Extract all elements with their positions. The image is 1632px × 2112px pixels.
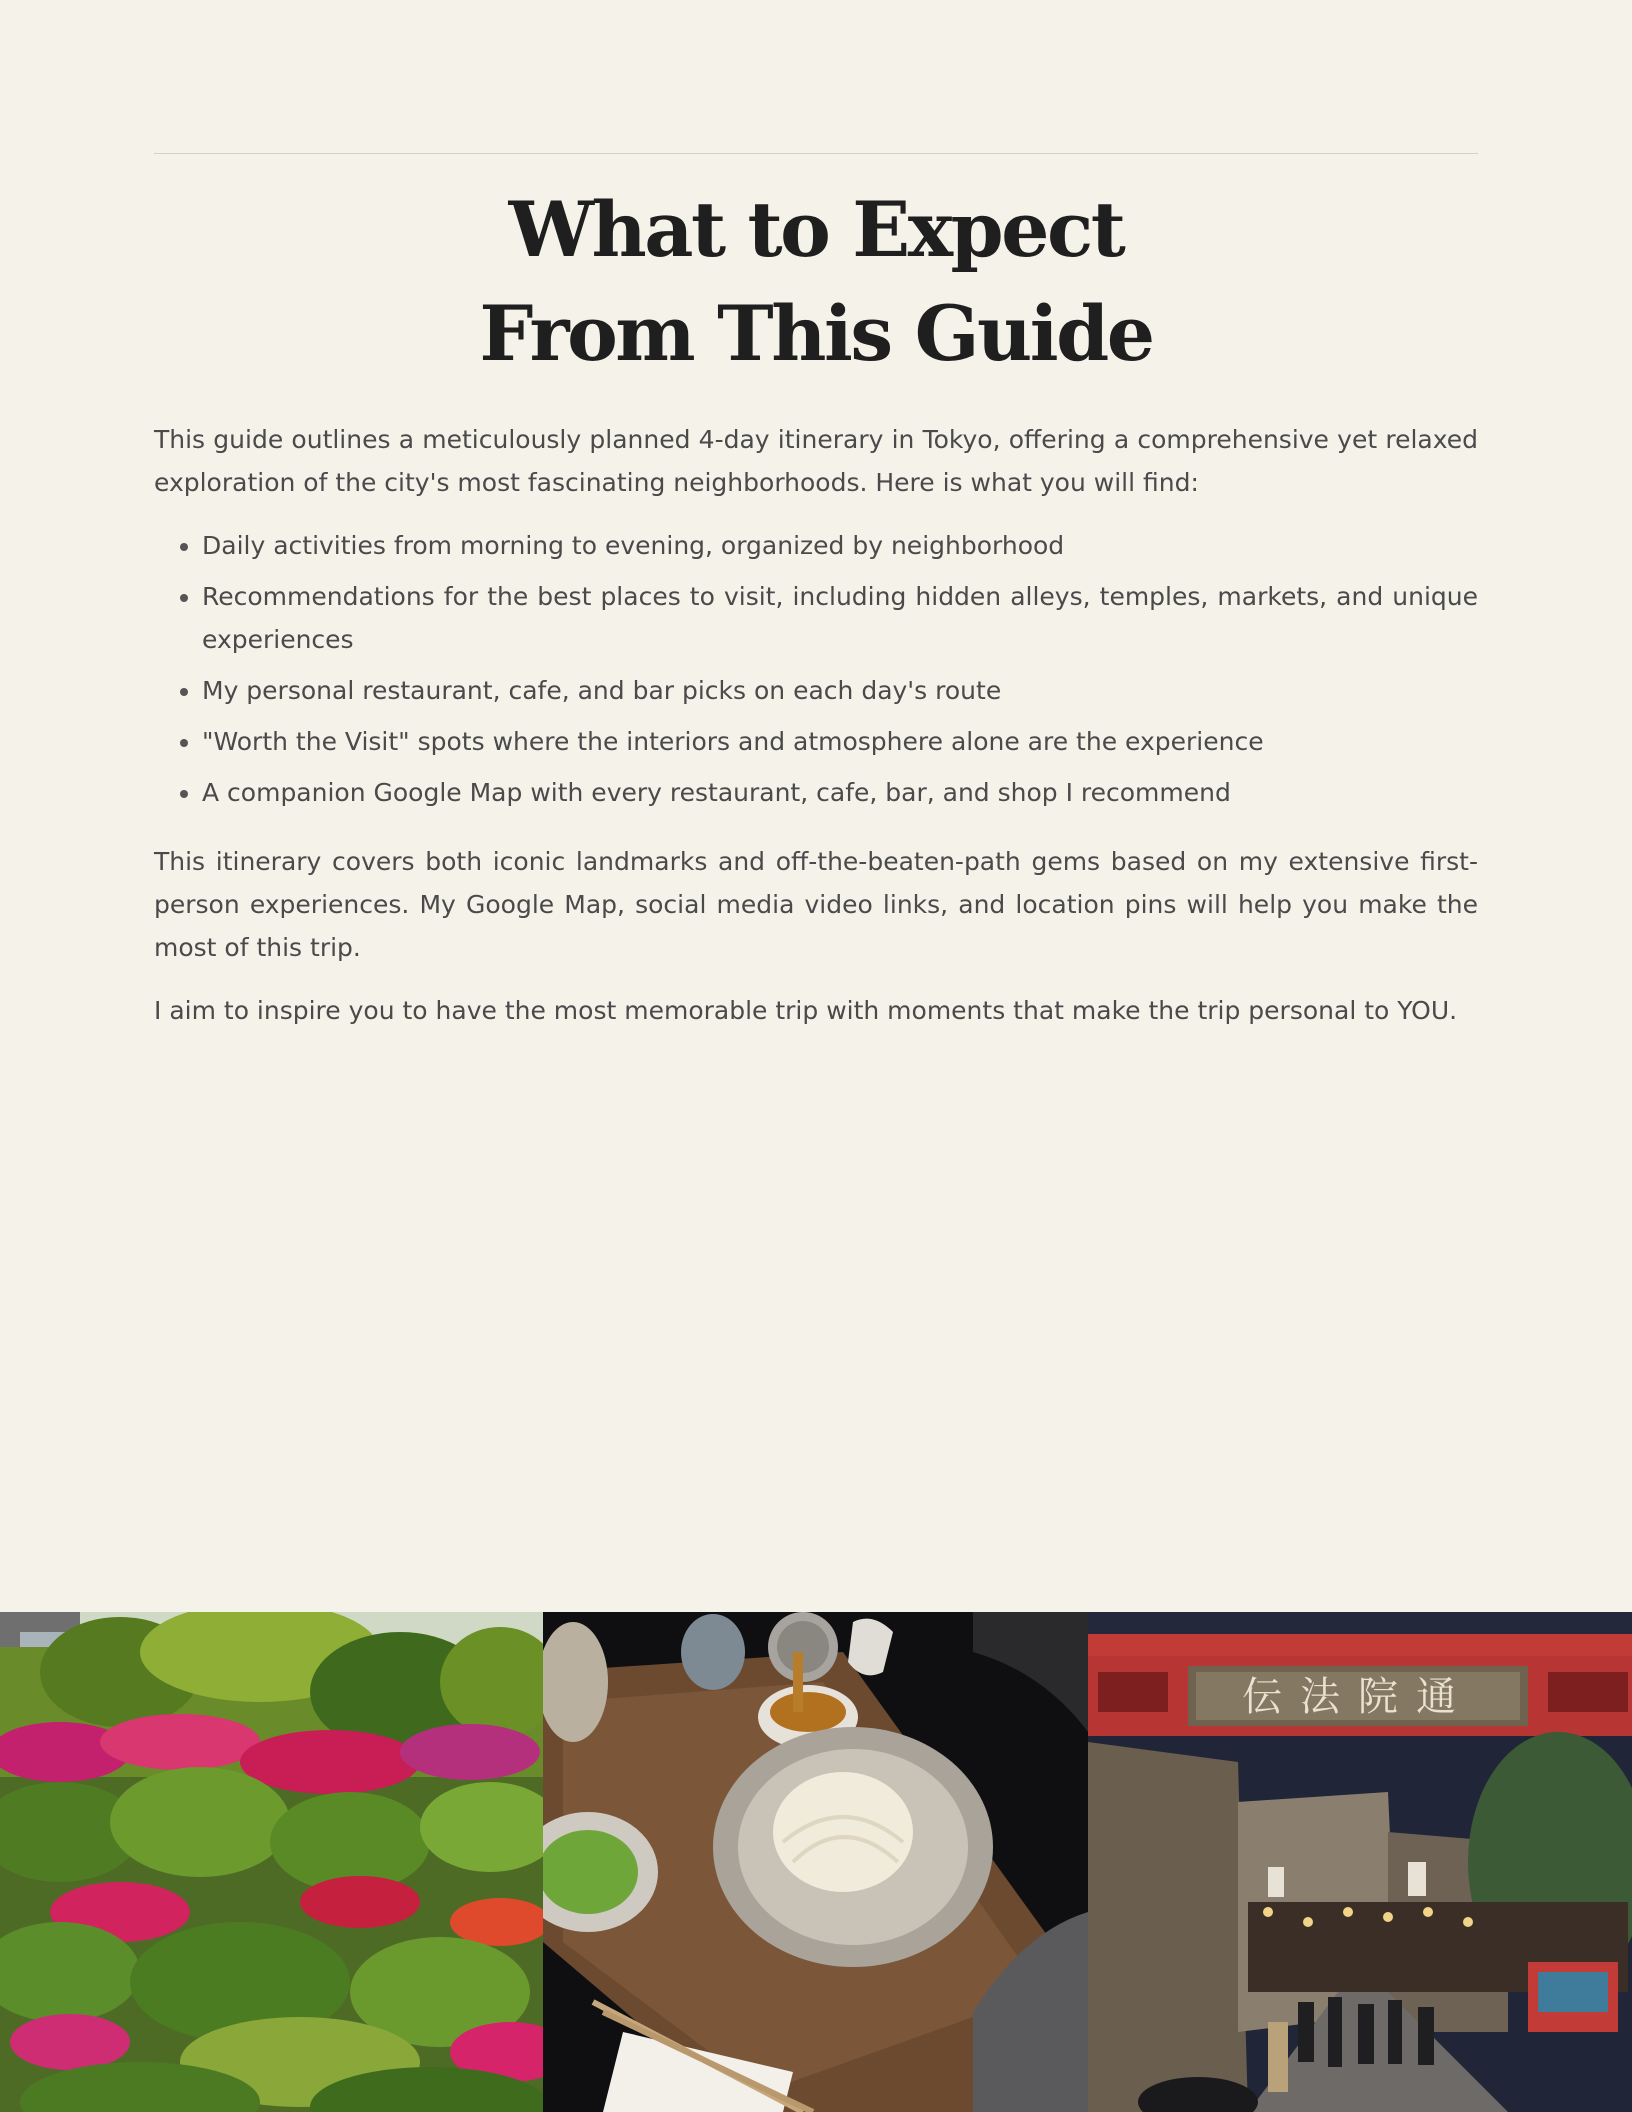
azalea-garden-photo bbox=[0, 1612, 543, 2112]
list-item: • Recommendations for the best places to visit, including hidden alleys, temples, markets, and unique experiences bbox=[202, 575, 1478, 661]
list-item: • A companion Google Map with every restaurant, cafe, bar, and shop I recommend bbox=[202, 771, 1478, 814]
page-title bbox=[154, 178, 1478, 386]
gate-sign-text: 伝法院通 bbox=[1242, 1674, 1474, 1720]
list-item: • My personal restaurant, cafe, and bar picks on each day's route bbox=[202, 669, 1478, 712]
list-item: • Daily activities from morning to evening, organized by neighborhood bbox=[202, 524, 1478, 567]
page-title-line-2: From This Guide bbox=[479, 289, 1153, 378]
intro-paragraph: This guide outlines a meticulously planned 4-day itinerary in Tokyo, offering a comprehensive yet relaxed exploration of the city's most fascinating neighborhoods. Here is what you will find: bbox=[154, 425, 1478, 497]
photo-strip bbox=[0, 1612, 1632, 2112]
udon-noodles-photo bbox=[543, 1612, 1088, 2112]
street-gate-photo bbox=[1088, 1612, 1632, 2112]
itinerary-paragraph: This itinerary covers both iconic landmarks and off-the-beaten-path gems based on my extensive first-person experiences. My Google Map, social media video links, and location pins will help you make the most of this trip. bbox=[154, 847, 1478, 962]
list-item: • "Worth the Visit" spots where the interiors and atmosphere alone are the experience bbox=[202, 720, 1478, 763]
feature-list bbox=[154, 524, 1478, 814]
top-divider bbox=[154, 153, 1478, 154]
guide-content bbox=[154, 418, 1478, 1032]
page-title-line-1: What to Expect bbox=[508, 185, 1124, 274]
closing-paragraph: I aim to inspire you to have the most memorable trip with moments that make the trip personal to YOU. bbox=[154, 996, 1458, 1025]
